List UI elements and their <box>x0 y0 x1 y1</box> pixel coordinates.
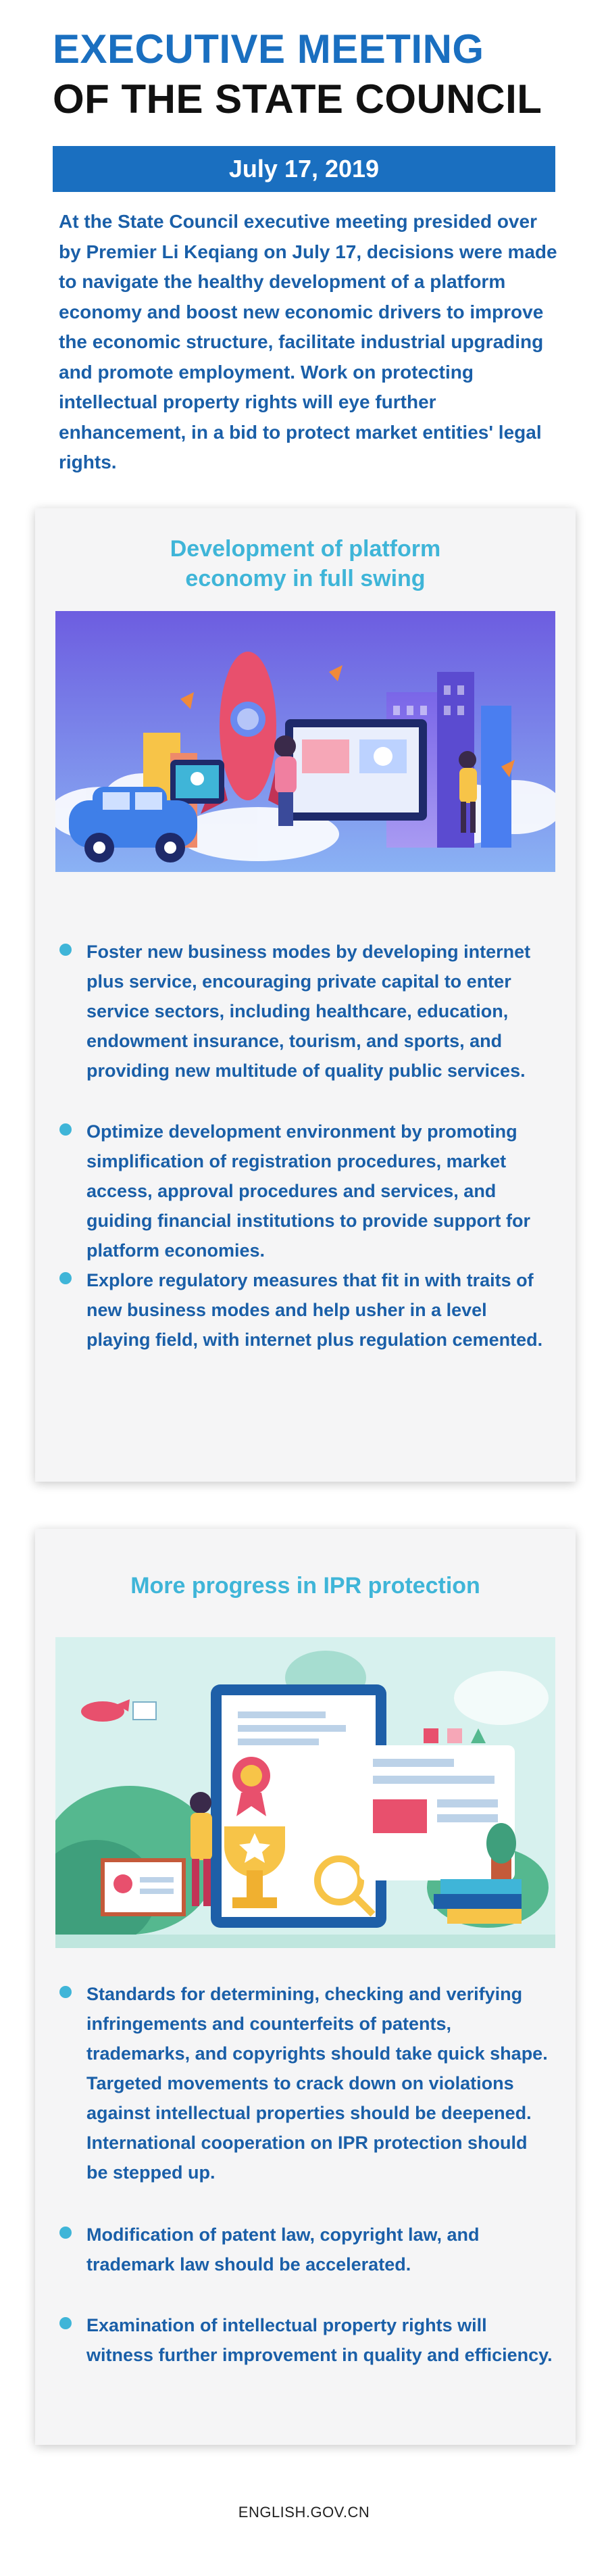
ipr-protection-illustration <box>55 1637 555 1948</box>
section1-bullet-3 <box>59 1265 553 1355</box>
bullet-dot <box>59 2317 72 2329</box>
section2-bullet-1 <box>59 1979 553 2187</box>
section1-bullet-1 <box>59 937 553 1086</box>
section2-bullet-3 <box>59 2310 553 2370</box>
bullet-text: Optimize development environment by promoting simplification of registration procedures, market access, approval procedures and services, and guiding financial institutions to provide support for platform economies. <box>86 1121 530 1261</box>
bullet-text: Explore regulatory measures that fit in with traits of new business modes and help usher in a level playing field, with internet plus regulation cemented. <box>86 1270 543 1350</box>
section1-title-line1: Development of platform <box>170 536 441 562</box>
bullet-dot <box>59 944 72 956</box>
bullet-dot <box>59 1986 72 1998</box>
section1-title-line2: economy in full swing <box>185 566 426 591</box>
page-title-line1: EXECUTIVE MEETING <box>53 26 484 72</box>
bullet-dot <box>59 1123 72 1136</box>
section2-bullet-2 <box>59 2220 553 2279</box>
bullet-text: Standards for determining, checking and verifying infringements and counterfeits of patents, trademarks, and copyrights should take quick shape. Targeted movements to crack down on violations against intellectual properties should be deepened. International cooperation on IPR protection should be stepped up. <box>86 1984 548 2183</box>
date-text: July 17, 2019 <box>228 155 380 183</box>
bullet-text: Modification of patent law, copyright law, and trademark law should be accelerated. <box>86 2225 480 2275</box>
ipr-protection-card <box>35 1529 576 2445</box>
page-title-line2: OF THE STATE COUNCIL <box>53 76 542 122</box>
intro-paragraph: At the State Council executive meeting presided over by Premier Li Keqiang on July 17, decisions were made to navigate the healthy development of a platform economy and boost new economic drivers to improve the economic structure, facilitate industrial upgrading and promote employment. Work on protecting intellectual property rights will eye further enhancement, in a bid to protect market entities' legal rights. <box>59 211 557 472</box>
footer-site-name: ENGLISH.GOV.CN <box>238 2504 370 2521</box>
platform-economy-illustration <box>55 611 555 872</box>
date-banner <box>53 146 555 192</box>
bullet-text: Examination of intellectual property rights will witness further improvement in quality and efficiency. <box>86 2315 553 2365</box>
bullet-dot <box>59 2227 72 2239</box>
section1-bullet-2 <box>59 1117 553 1265</box>
section2-title: More progress in IPR protection <box>130 1573 480 1599</box>
bullet-dot <box>59 1272 72 1284</box>
bullet-text: Foster new business modes by developing internet plus service, encouraging private capital to enter service sectors, including healthcare, education, endowment insurance, tourism, and sports, and providing new multitude of quality public services. <box>86 942 531 1081</box>
platform-economy-card <box>35 508 576 1482</box>
